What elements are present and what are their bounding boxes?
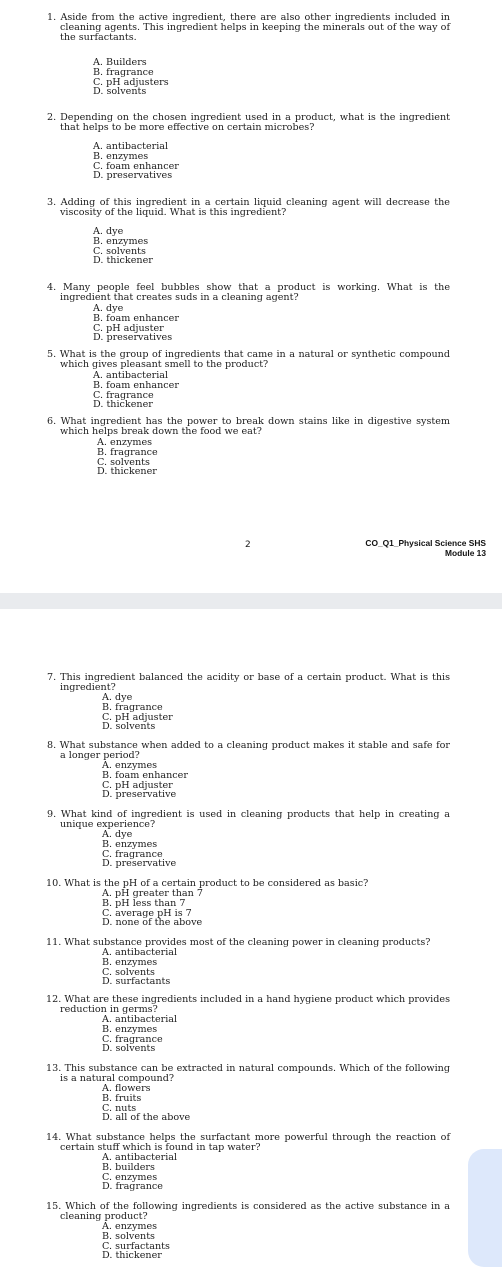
option-d: D. surfactants (102, 976, 171, 988)
question-stem: 15. Which of the following ingredients is considered as the active substance in a cleaning product? (46, 1201, 450, 1222)
option-c: C. pH adjuster (102, 711, 173, 723)
option-b: B. fragrance (97, 446, 158, 458)
option-d: D. preservatives (93, 170, 173, 182)
answer-options (93, 304, 179, 343)
option-b: B. enzymes (93, 150, 149, 162)
option-a: A. dye (102, 829, 133, 840)
option-b: B. pH less than 7 (102, 897, 186, 909)
option-b: B. enzymes (102, 838, 158, 850)
option-d: D. solvents (102, 1043, 156, 1055)
option-a: A. antibacterial (93, 141, 169, 152)
option-c: C. fragrance (102, 848, 163, 860)
option-b: B. fragrance (102, 701, 163, 713)
question-stem: 2. Depending on the chosen ingredient used in a product, what is the ingredient that helps to be more effective on certain microbes? (47, 112, 450, 133)
question-stem: 9. What kind of ingredient is used in cleaning products that help in creating a unique experience? (47, 809, 450, 830)
question-stem: 10. What is the pH of a certain product to be considered as basic? (46, 878, 369, 889)
option-d: D. all of the above (102, 1112, 191, 1124)
option-c: C. fragrance (93, 389, 154, 401)
option-a: A. dye (93, 303, 124, 314)
option-d: D. thickener (93, 399, 153, 411)
option-b: B. enzymes (102, 1023, 158, 1035)
option-b: B. enzymes (102, 956, 158, 968)
option-c: C. average pH is 7 (102, 907, 192, 919)
option-b: B. enzymes (93, 235, 149, 247)
option-a: A. antibacterial (102, 1014, 178, 1025)
option-b: B. fruits (102, 1092, 142, 1104)
answer-options (102, 948, 177, 987)
option-b: B. fragrance (93, 66, 154, 78)
option-d: D. solvents (102, 721, 156, 733)
question-stem: 11. What substance provides most of the cleaning power in cleaning products? (46, 937, 431, 948)
option-c: C. solvents (102, 966, 155, 978)
answer-options (93, 227, 153, 266)
question-stem: 14. What substance helps the surfactant more powerful through the reaction of certain stuff which is found in tap water? (46, 1132, 450, 1153)
option-c: C. pH adjusters (93, 76, 169, 88)
option-d: D. thickener (97, 466, 157, 478)
option-b: B. foam enhancer (93, 312, 179, 324)
option-a: A. enzymes (102, 760, 158, 771)
option-c: C. fragrance (102, 1033, 163, 1045)
answer-options (102, 761, 188, 800)
footer-course: CO_Q1_Physical Science SHS (365, 538, 486, 548)
option-c: C. nuts (102, 1102, 137, 1114)
option-c: C. solvents (97, 456, 150, 468)
option-a: A. pH greater than 7 (102, 888, 203, 899)
answer-options (102, 1153, 177, 1192)
option-c: C. surfactants (102, 1240, 170, 1252)
page-number: 2 (245, 540, 251, 550)
question-stem: 5. What is the group of ingredients that came in a natural or synthetic compound which gives pleasant smell to the product? (47, 349, 450, 370)
question-stem: 8. What substance when added to a cleaning product makes it stable and safe for a longer period? (47, 740, 450, 761)
option-a: A. antibacterial (102, 947, 178, 958)
option-b: B. builders (102, 1161, 155, 1173)
answer-options (97, 438, 158, 477)
document-page-2 (0, 609, 502, 1271)
option-d: D. thickener (93, 255, 153, 267)
option-a: A. enzymes (97, 437, 153, 448)
answer-options (102, 889, 203, 928)
answer-options (102, 693, 173, 732)
option-a: A. flowers (102, 1083, 151, 1094)
option-c: C. pH adjuster (102, 779, 173, 791)
question-stem: 1. Aside from the active ingredient, there are also other ingredients included in cleaning agents. This ingredient helps in keeping the minerals out of the way of the surfactants. (47, 12, 450, 43)
option-a: A. dye (102, 692, 133, 703)
option-d: D. thickener (102, 1250, 162, 1262)
question-stem: 6. What ingredient has the power to break down stains like in digestive system which helps break down the food we eat? (47, 416, 450, 437)
option-a: A. antibacterial (102, 1152, 178, 1163)
option-c: C. solvents (93, 245, 146, 257)
option-d: D. preservative (102, 858, 177, 870)
question-stem: 12. What are these ingredients included in a hand hygiene product which provides reduction in germs? (46, 994, 450, 1015)
option-c: C. foam enhancer (93, 160, 179, 172)
question-stem: 3. Adding of this ingredient in a certain liquid cleaning agent will decrease the viscosity of the liquid. What is this ingredient? (47, 197, 450, 218)
option-c: C. pH adjuster (93, 322, 164, 334)
option-d: D. preservative (102, 789, 177, 801)
question-stem: 4. Many people feel bubbles show that a product is working. What is the ingredient that creates suds in a cleaning agent? (47, 282, 450, 303)
option-a: A. Builders (93, 57, 147, 68)
option-d: D. fragrance (102, 1181, 163, 1193)
question-stem: 7. This ingredient balanced the acidity or base of a certain product. What is this ingredient? (47, 672, 450, 693)
option-a: A. dye (93, 226, 124, 237)
answer-options (102, 1084, 190, 1123)
option-a: A. enzymes (102, 1221, 158, 1232)
option-d: D. none of the above (102, 917, 203, 929)
answer-options (102, 1015, 177, 1054)
option-c: C. enzymes (102, 1171, 158, 1183)
option-b: B. foam enhancer (93, 379, 179, 391)
module-footer (365, 538, 486, 558)
footer-module: Module 13 (445, 548, 486, 558)
option-d: D. preservatives (93, 332, 173, 344)
answer-options (93, 142, 179, 181)
answer-options (102, 1222, 170, 1261)
page-separator (0, 593, 502, 609)
option-b: B. solvents (102, 1230, 155, 1242)
document-page-1 (0, 0, 502, 593)
option-a: A. antibacterial (93, 370, 169, 381)
floating-panel-tab[interactable] (468, 1149, 502, 1267)
answer-options (93, 58, 169, 97)
option-b: B. foam enhancer (102, 769, 188, 781)
question-stem: 13. This substance can be extracted in natural compounds. Which of the following is a natural compound? (46, 1063, 450, 1084)
answer-options (102, 830, 176, 869)
option-d: D. solvents (93, 86, 147, 98)
answer-options (93, 371, 179, 410)
